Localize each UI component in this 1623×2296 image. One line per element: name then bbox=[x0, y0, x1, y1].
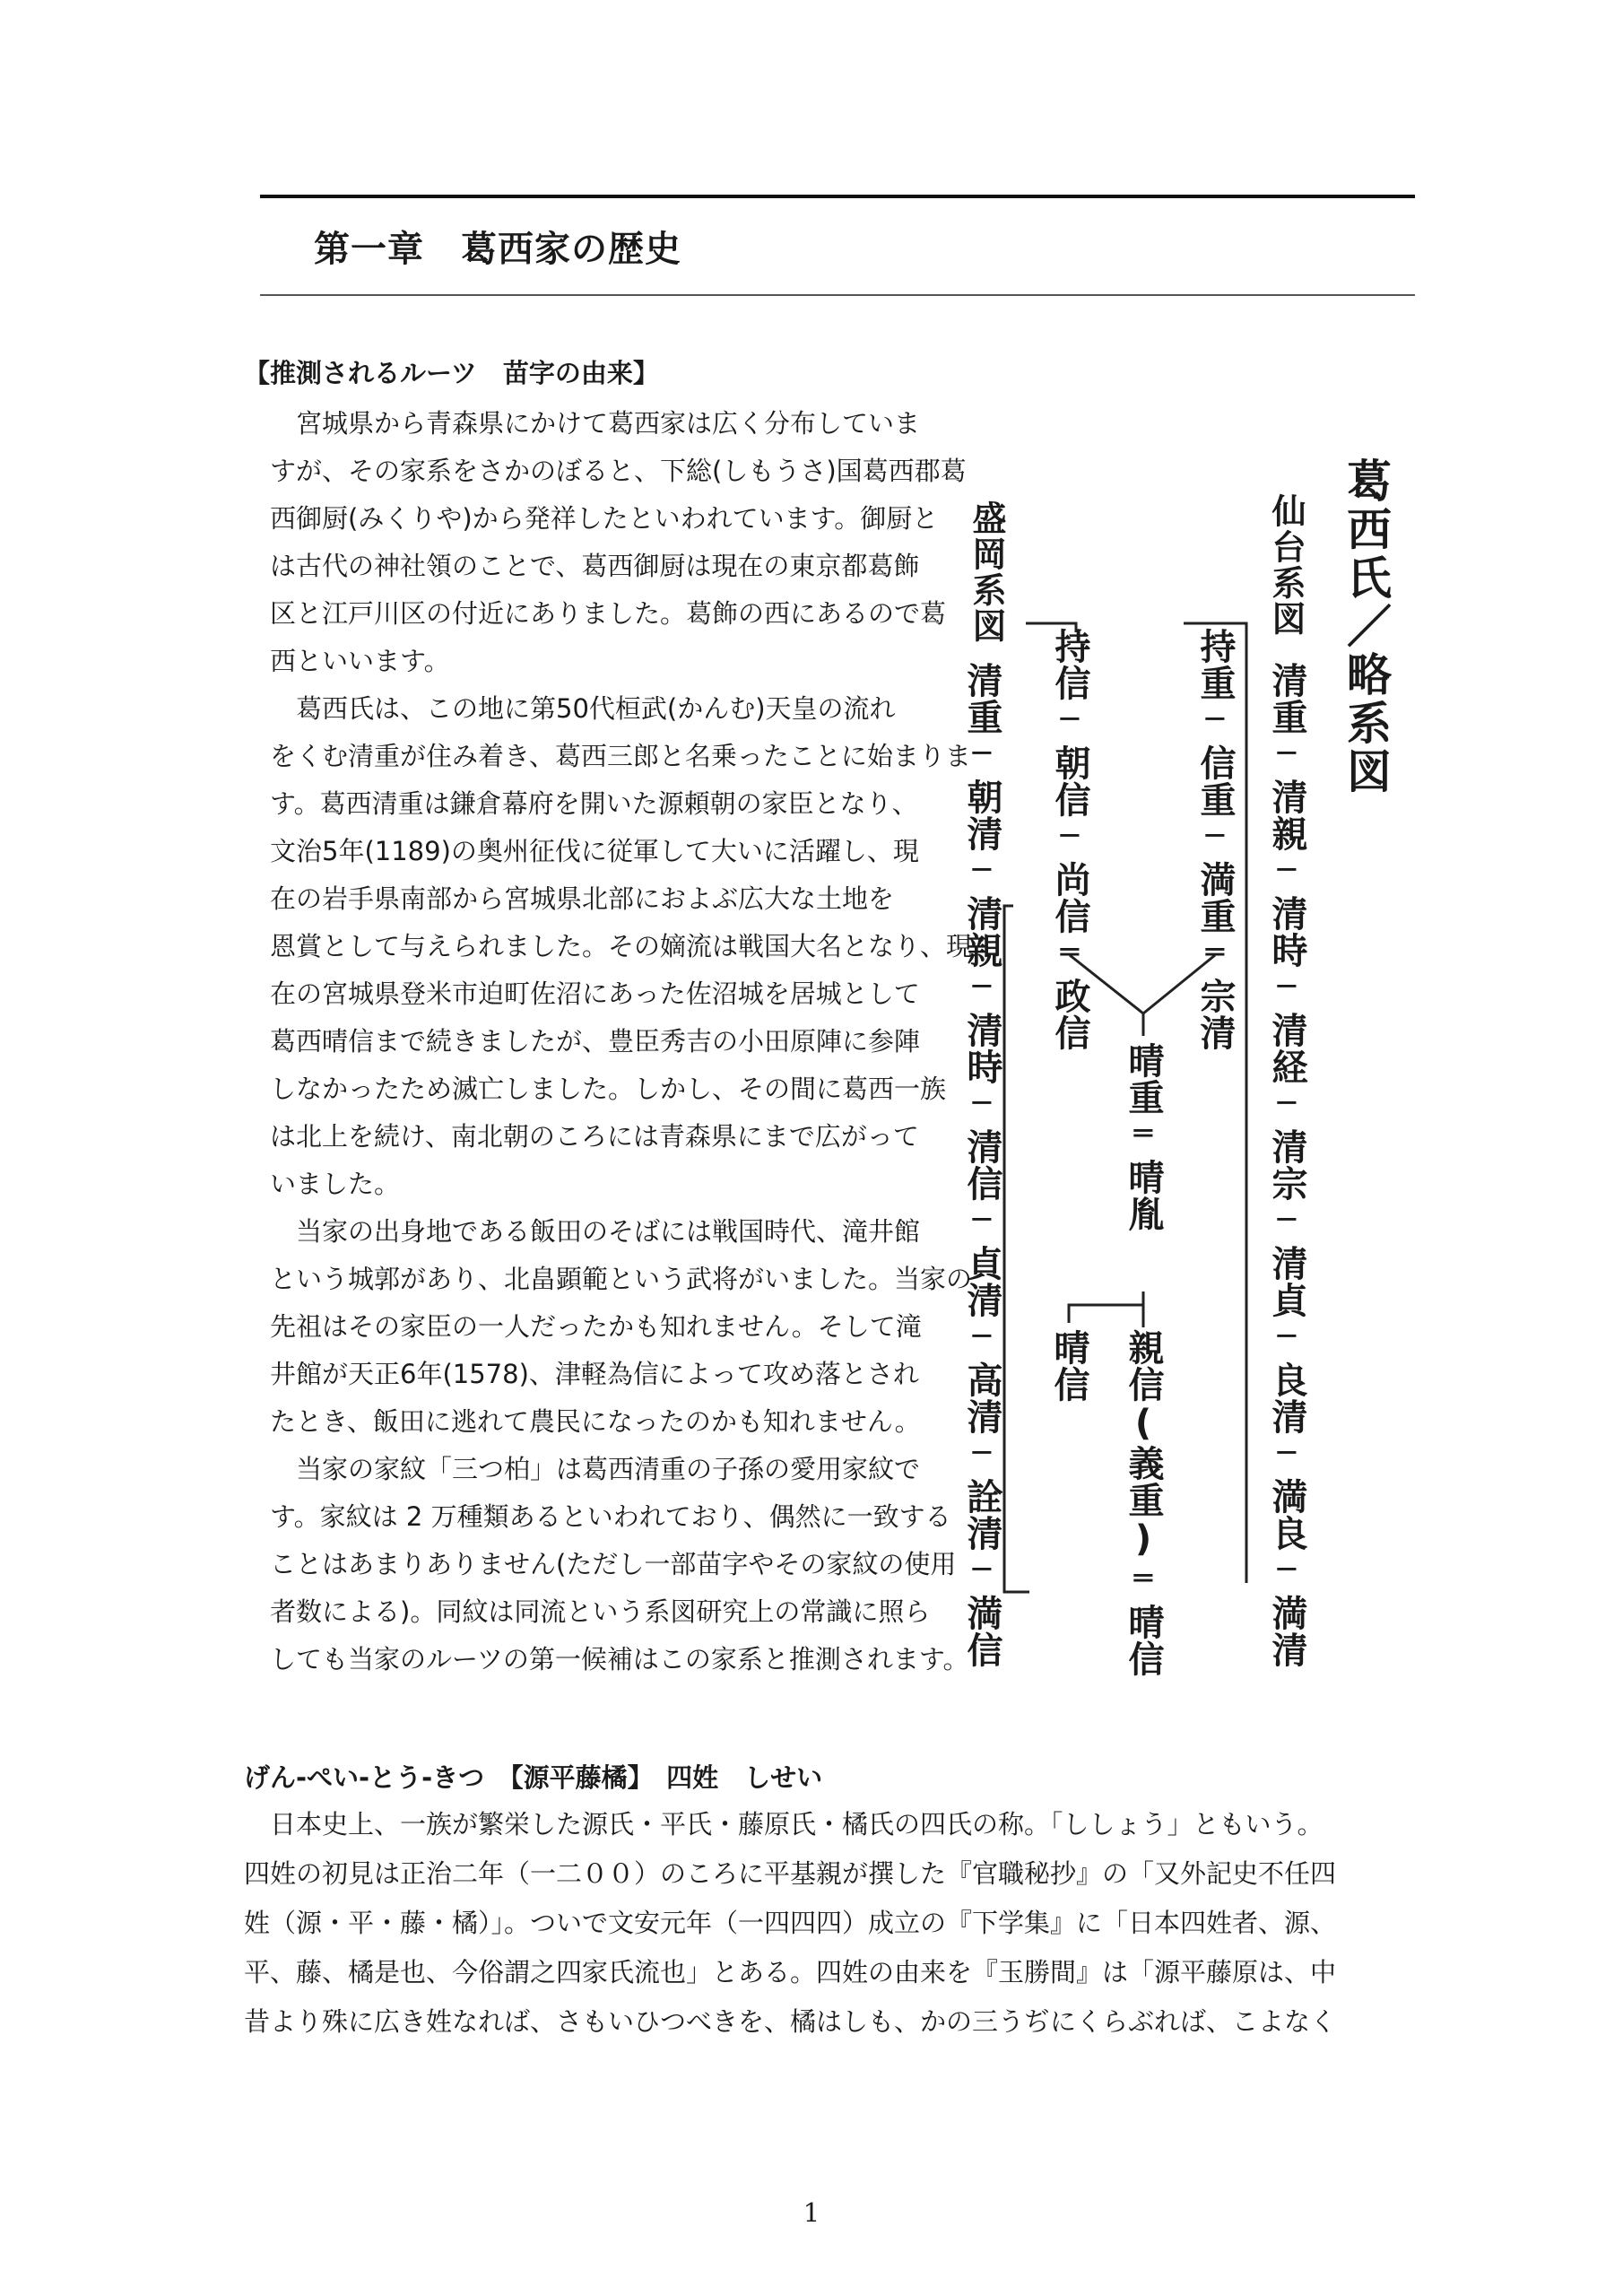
lineage-connector: ─ bbox=[1060, 818, 1080, 854]
text-line: 区と江戸川区の付近にありました。葛飾の西にあるので葛 bbox=[270, 598, 947, 629]
text-line: 宮城県から青森県にかけて葛西家は広く分布していま bbox=[270, 408, 921, 439]
glossary-heading: げん‐ぺい‐とう‐きつ 【源平藤橘】 四姓 しせい bbox=[244, 1762, 823, 1793]
text-line: 恩賞として与えられました。その嫡流は戦国大名となり、現 bbox=[270, 931, 973, 961]
section-heading: 【推測されるルーツ 苗字の由来】 bbox=[244, 358, 659, 388]
lineage-connector: ─ bbox=[972, 735, 992, 771]
sendai-branch-lineage bbox=[1194, 628, 1236, 1051]
lineage-connector: ─ bbox=[1277, 969, 1297, 1004]
ancestor-name: 良清 bbox=[1266, 1361, 1307, 1435]
harunobu-entry bbox=[1048, 1329, 1089, 1403]
text-line: 当家の家紋「三つ柏」は葛西清重の子孫の愛用家紋で bbox=[270, 1454, 921, 1484]
text-line: 在の宮城県登米市迫町佐沼にあった佐沼城を居城として bbox=[270, 978, 920, 1009]
genealogy-diagram bbox=[955, 439, 1430, 1677]
text-line: は古代の神社領のことで、葛西御厨は現在の東京都葛飾 bbox=[270, 551, 920, 581]
ancestor-name: 政信 bbox=[1049, 978, 1090, 1051]
text-line: ことはあまりありません(ただし一部苗字やその家紋の使用 bbox=[270, 1549, 957, 1579]
morioka-mid-lineage bbox=[1049, 628, 1090, 1051]
text-line: 平、藤、橘是也、今俗謂之四家氏流也」とある。四姓の由来を『玉勝間』は「源平藤原は、中 bbox=[244, 1957, 1337, 1987]
text-line: す。家紋は 2 万種類あるといわれており、偶然に一致する bbox=[270, 1501, 951, 1532]
ancestor-name: 親信(義重) bbox=[1123, 1329, 1164, 1561]
branch-join-line bbox=[1070, 955, 1215, 1013]
lineage-connector: ─ bbox=[1277, 735, 1297, 771]
ancestor-name: 清時 bbox=[1266, 895, 1307, 969]
text-line: 者数による)。同紋は同流という系図研究上の常識に照ら bbox=[270, 1596, 931, 1627]
ancestor-name: 晴信 bbox=[1048, 1329, 1089, 1403]
ancestor-name: 晴重 bbox=[1123, 1042, 1164, 1116]
text-line: しなかったため滅亡しました。しかし、その間に葛西一族 bbox=[270, 1074, 947, 1104]
ancestor-name: 清重 bbox=[961, 662, 1002, 735]
lineage-connector: ─ bbox=[972, 1202, 992, 1238]
page-number: 1 bbox=[803, 2197, 820, 2228]
text-line: 葛西氏は、この地に第50代桓武(かんむ)天皇の流れ bbox=[270, 693, 896, 724]
ancestor-name: 尚信 bbox=[1049, 861, 1090, 935]
ancestor-name: 満清 bbox=[1266, 1595, 1307, 1668]
sendai-lineage-label: 仙台系図 bbox=[1266, 493, 1306, 637]
text-line: をくむ清重が住み着き、葛西三郎と名乗ったことに始まりま bbox=[270, 741, 971, 771]
text-line: 四姓の初見は正治二年（一二００）のころに平基親が撰した『官職秘抄』の「又外記史不任四 bbox=[244, 1858, 1337, 1889]
chapter-bottom-rule bbox=[260, 294, 1415, 296]
ancestor-name: 貞清 bbox=[961, 1245, 1002, 1318]
text-line: 先祖はその家臣の一人だったかも知れません。そして滝 bbox=[270, 1311, 922, 1342]
lineage-connector: ─ bbox=[1205, 701, 1225, 737]
text-line: 昔より殊に広き姓なれば、さもいひつべきを、橘はしも、かの三うぢにくらぶれば、こよなく bbox=[244, 2006, 1337, 2037]
sendai-main-lineage bbox=[1266, 662, 1307, 1668]
ancestor-name: 清親 bbox=[961, 895, 1002, 969]
text-line: 姓（源・平・藤・橘）」。ついで文安元年（一四四四）成立の『下学集』に「日本四姓者、源、 bbox=[244, 1908, 1337, 1938]
text-line: す。葛西清重は鎌倉幕府を開いた源頼朝の家臣となり、 bbox=[270, 788, 918, 819]
ancestor-name: 朝信 bbox=[1049, 744, 1090, 818]
ancestor-name: 清宗 bbox=[1266, 1128, 1307, 1202]
lineage-connector: ─ bbox=[972, 852, 992, 888]
ancestor-name: 満良 bbox=[1266, 1478, 1307, 1552]
lineage-connector: ─ bbox=[1277, 1435, 1297, 1471]
lineage-connector: ─ bbox=[1205, 818, 1225, 854]
genealogy-title: 葛西氏／略系図 bbox=[1340, 457, 1392, 796]
text-line: 葛西晴信まで続きましたが、豊臣秀吉の小田原陣に参陣 bbox=[270, 1026, 921, 1057]
ancestor-name: 清親 bbox=[1266, 778, 1307, 852]
lineage-connector: ─ bbox=[1277, 852, 1297, 888]
text-line: いました。 bbox=[270, 1169, 401, 1199]
ancestor-name: 晴信 bbox=[1123, 1604, 1164, 1677]
ancestor-name: 持重 bbox=[1194, 628, 1236, 701]
ancestor-name: 宗清 bbox=[1194, 978, 1236, 1051]
text-line: 日本史上、一族が繁栄した源氏・平氏・藤原氏・橘氏の四氏の称。「ししょう」ともいう。 bbox=[244, 1809, 1324, 1839]
text-line: 井館が天正6年(1578)、津軽為信によって攻め落とされ bbox=[270, 1359, 919, 1389]
harunobu-fork-line bbox=[1069, 1292, 1143, 1323]
lineage-connector: ═ bbox=[1060, 935, 1080, 970]
section-body bbox=[244, 400, 973, 1683]
ancestor-name: 朝清 bbox=[961, 778, 1002, 852]
lineage-connector: ─ bbox=[972, 1552, 992, 1587]
ancestor-name: 持信 bbox=[1049, 628, 1090, 701]
ancestor-name: 清信 bbox=[961, 1128, 1002, 1202]
text-line: 文治5年(1189)の奥州征伐に従軍して大いに活躍し、現 bbox=[270, 836, 919, 866]
lineage-connector: ─ bbox=[972, 1085, 992, 1121]
text-line: は北上を続け、南北朝のころには青森県にまで広がって bbox=[270, 1121, 919, 1152]
chikanobu-lineage bbox=[1123, 1329, 1164, 1677]
ancestor-name: 清重 bbox=[1266, 662, 1307, 735]
ancestor-name: 清貞 bbox=[1266, 1245, 1307, 1318]
ancestor-name: 高清 bbox=[961, 1361, 1002, 1435]
lineage-connector: ─ bbox=[1277, 1085, 1297, 1121]
text-line: 在の岩手県南部から宮城県北部におよぶ広大な土地を bbox=[270, 883, 895, 914]
ancestor-name: 晴胤 bbox=[1123, 1159, 1164, 1232]
lineage-connector: ─ bbox=[972, 1318, 992, 1354]
text-line: 西御厨(みくりや)から発祥したといわれています。御厨と bbox=[270, 503, 939, 534]
ancestor-name: 清経 bbox=[1266, 1012, 1307, 1085]
ancestor-name: 詮清 bbox=[961, 1478, 1002, 1552]
lineage-connector: ═ bbox=[1133, 1116, 1153, 1152]
ancestor-name: 満信 bbox=[961, 1595, 1002, 1668]
glossary-body bbox=[244, 1800, 1419, 2047]
lineage-connector: ─ bbox=[1060, 701, 1080, 737]
lineage-connector: ─ bbox=[1277, 1202, 1297, 1238]
ancestor-name: 信重 bbox=[1194, 744, 1236, 818]
ancestor-name: 満重 bbox=[1194, 861, 1236, 935]
text-line: 当家の出身地である飯田のそばには戦国時代、滝井館 bbox=[270, 1216, 921, 1247]
text-line: 西といいます。 bbox=[270, 646, 450, 676]
text-line: たとき、飯田に逃れて農民になったのかも知れません。 bbox=[270, 1406, 921, 1437]
lineage-connector: ─ bbox=[1277, 1318, 1297, 1354]
text-line: しても当家のルーツの第一候補はこの家系と推測されます。 bbox=[270, 1644, 969, 1674]
morioka-lineage-label: 盛岡系図 bbox=[967, 500, 1006, 644]
morioka-bracket-line bbox=[1004, 906, 1029, 1592]
lineage-connector: ─ bbox=[1277, 1552, 1297, 1587]
lineage-connector: ─ bbox=[972, 969, 992, 1004]
lineage-connector: ═ bbox=[1133, 1561, 1153, 1596]
morioka-main-lineage bbox=[961, 662, 1002, 1668]
text-line: という城郭があり、北畠顕範という武将がいました。当家の bbox=[270, 1264, 973, 1294]
chapter-top-rule bbox=[260, 195, 1415, 198]
ancestor-name: 清時 bbox=[961, 1012, 1002, 1085]
heir-lineage bbox=[1123, 1042, 1164, 1232]
chapter-title: 第一章 葛西家の歴史 bbox=[314, 229, 681, 270]
text-line: すが、その家系をさかのぼると、下総(しもうさ)国葛西郡葛 bbox=[270, 456, 967, 486]
lineage-connector: ─ bbox=[972, 1435, 992, 1471]
lineage-connector: ═ bbox=[1205, 935, 1225, 970]
